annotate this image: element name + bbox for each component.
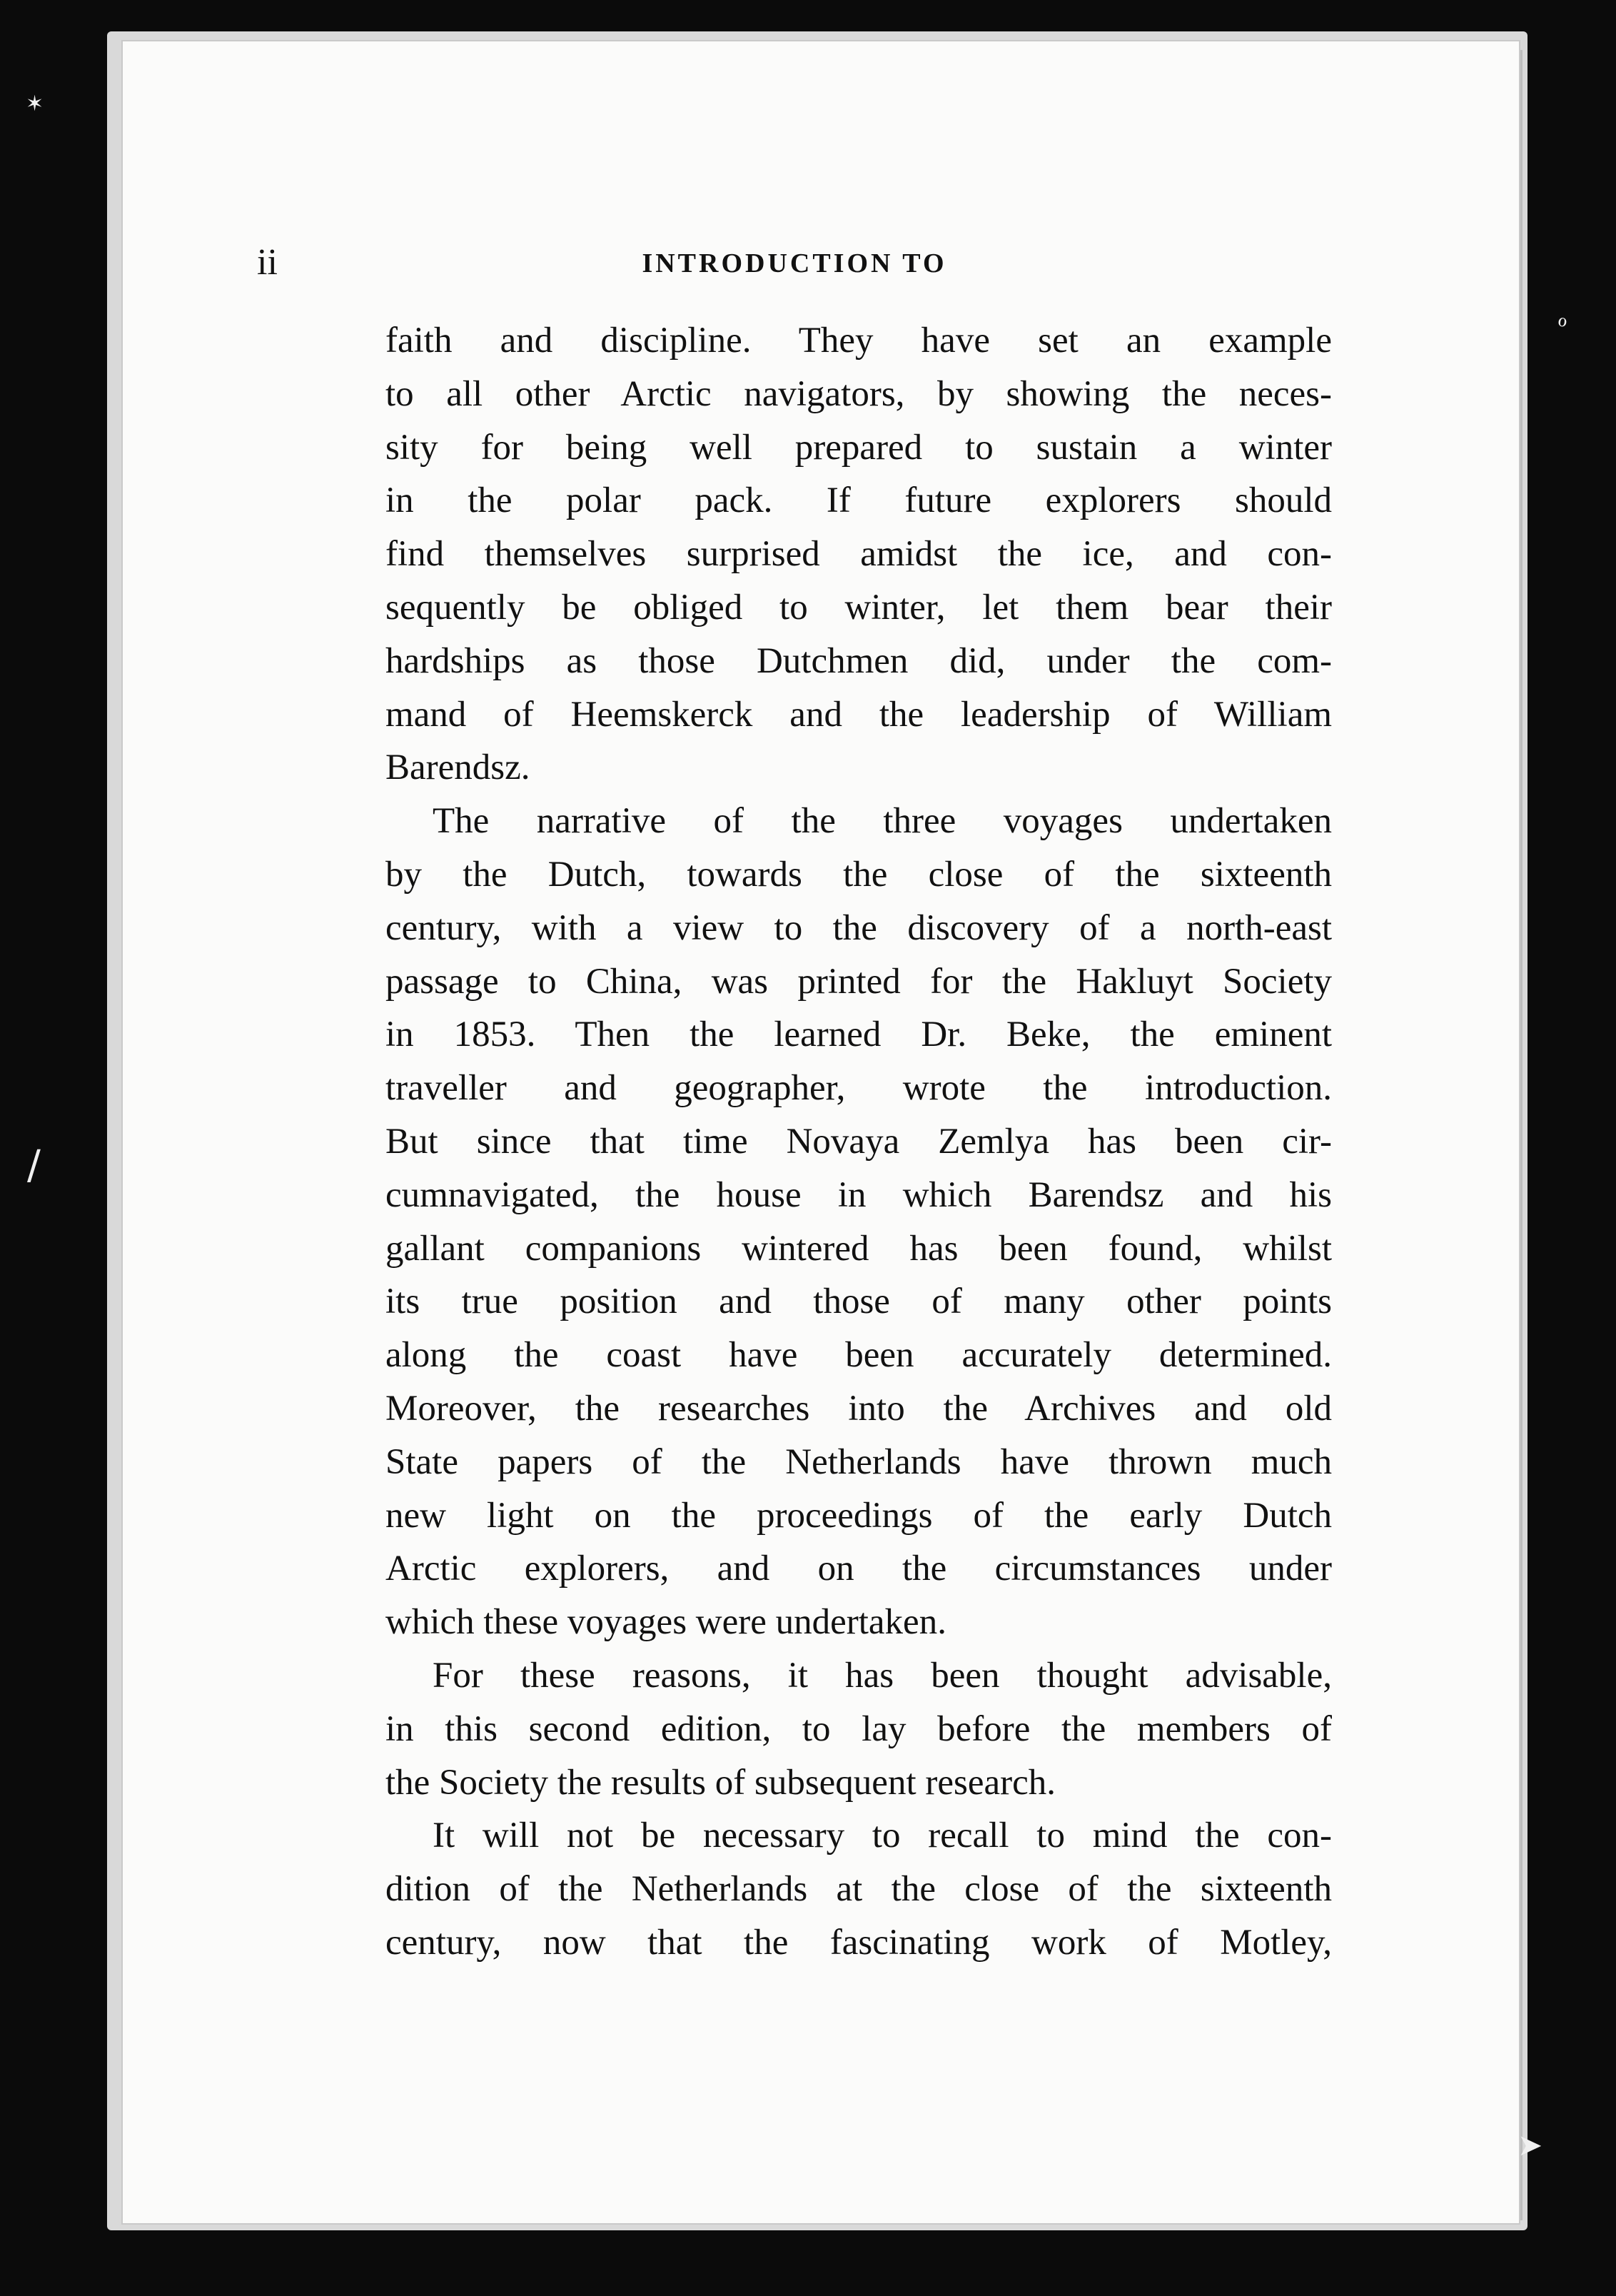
running-header xyxy=(257,241,1332,284)
text-line: in the polar pack. If future explorers should xyxy=(385,480,1332,521)
running-title: INTRODUCTION TO xyxy=(642,248,947,278)
text-line: century, now that the fascinating work of Motley, xyxy=(385,1922,1332,1963)
scan-speck-mark: ➤ xyxy=(1517,2128,1543,2162)
text-line: the Society the results of subsequent research. xyxy=(385,1762,1056,1803)
text-line: mand of Heemskerck and the leadership of William xyxy=(385,694,1332,735)
text-line: century, with a view to the discovery of a north-east xyxy=(385,907,1332,948)
text-line: new light on the proceedings of the early Dutch xyxy=(385,1495,1332,1536)
text-line: For these reasons, it has been thought advisable, xyxy=(433,1655,1332,1696)
text-line: Barendsz. xyxy=(385,747,530,788)
text-line: its true position and those of many other points xyxy=(385,1282,1332,1322)
text-line: find themselves surprised amidst the ice, and con- xyxy=(385,534,1332,575)
text-line: traveller and geographer, wrote the introduction. xyxy=(385,1068,1332,1109)
text-line: by the Dutch, towards the close of the sixteenth xyxy=(385,854,1332,895)
text-line: to all other Arctic navigators, by showing the neces- xyxy=(385,373,1332,414)
text-line: sity for being well prepared to sustain a winter xyxy=(385,427,1332,468)
text-line: gallant companions wintered has been found, whilst xyxy=(385,1228,1332,1269)
text-line: Moreover, the researches into the Archives and old xyxy=(385,1388,1332,1429)
scan-speck-mark: / xyxy=(27,1142,41,1189)
text-line: along the coast have been accurately determined. xyxy=(385,1335,1332,1376)
text-line: faith and discipline. They have set an example xyxy=(385,321,1332,361)
text-line: passage to China, was printed for the Hakluyt Society xyxy=(385,961,1332,1002)
text-line: sequently be obliged to winter, let them bear their xyxy=(385,587,1332,628)
text-line: dition of the Netherlands at the close of the sixteenth xyxy=(385,1869,1332,1910)
text-line: But since that time Novaya Zemlya has been cir- xyxy=(385,1121,1332,1162)
text-line: cumnavigated, the house in which Barendsz and his xyxy=(385,1174,1332,1215)
text-line: which these voyages were undertaken. xyxy=(385,1602,946,1643)
body-text xyxy=(385,314,1332,1970)
text-line: It will not be necessary to recall to mind the con- xyxy=(433,1816,1332,1856)
page-number: ii xyxy=(257,242,278,283)
text-line: State papers of the Netherlands have thrown much xyxy=(385,1441,1332,1482)
text-line: Arctic explorers, and on the circumstances under xyxy=(385,1549,1332,1589)
text-line: in this second edition, to lay before the members of xyxy=(385,1708,1332,1749)
scan-speck-mark: ℴ xyxy=(1557,307,1567,332)
text-line: in 1853. Then the learned Dr. Beke, the eminent xyxy=(385,1014,1332,1055)
scan-speck-mark: ✶ xyxy=(26,91,44,116)
text-line: hardships as those Dutchmen did, under the com- xyxy=(385,640,1332,681)
text-line: The narrative of the three voyages undertaken xyxy=(433,801,1332,842)
